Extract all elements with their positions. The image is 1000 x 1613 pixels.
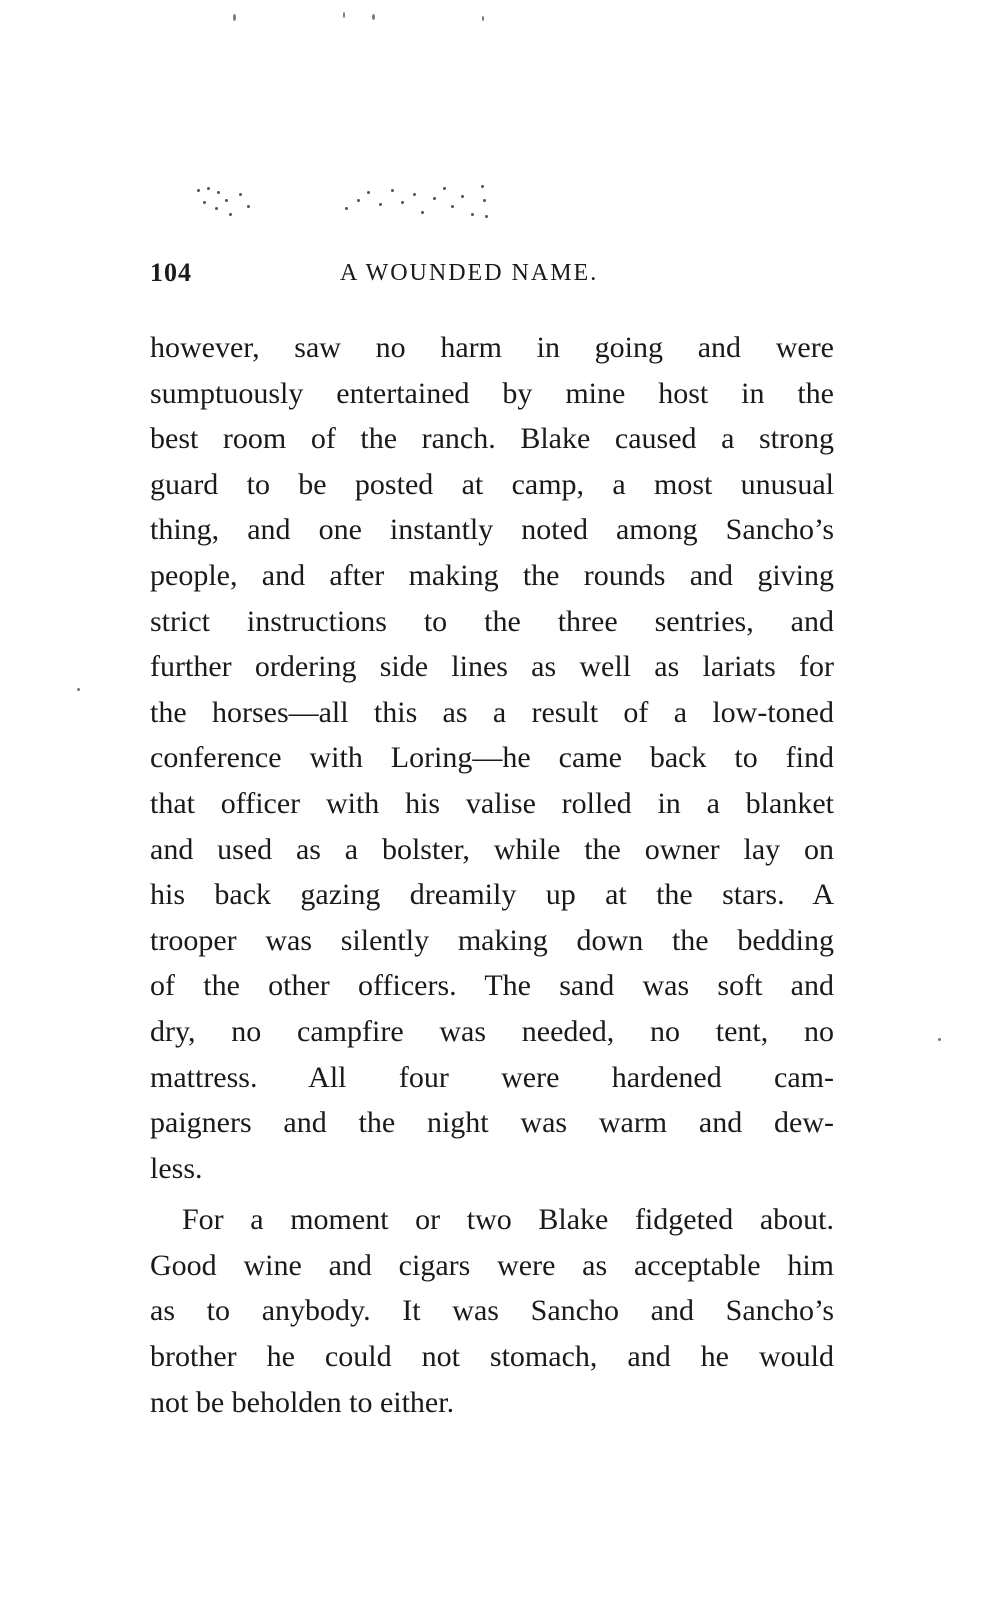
text-line: and used as a bolster, while the owner lay on — [150, 832, 834, 866]
speck — [233, 14, 236, 21]
speck — [938, 1038, 941, 1041]
text-line: as to anybody. It was Sancho and Sancho’s — [150, 1294, 834, 1328]
text-line: brother he could not stomach, and he would — [150, 1340, 834, 1374]
text-line: guard to be posted at camp, a most unusual — [150, 467, 834, 501]
text-line: people, and after making the rounds and giving — [150, 558, 834, 592]
running-head — [150, 258, 850, 298]
text-line: Good wine and cigars were as acceptable him — [150, 1248, 834, 1282]
text-line: dry, no campfire was needed, no tent, no — [150, 1014, 834, 1048]
text-line: paigners and the night was warm and dew- — [150, 1106, 834, 1140]
text-line: For a moment or two Blake fidgeted about. — [182, 1203, 834, 1237]
text-line: trooper was silently making down the bedding — [150, 923, 834, 957]
text-line: mattress. All four were hardened cam- — [150, 1060, 834, 1094]
text-line: conference with Loring—he came back to find — [150, 741, 834, 775]
text-line: thing, and one instantly noted among Sancho’s — [150, 513, 834, 547]
text-line: sumptuously entertained by mine host in the — [150, 376, 834, 410]
text-line: that officer with his valise rolled in a blanket — [150, 786, 834, 820]
text-line: the horses—all this as a result of a low-toned — [150, 695, 834, 729]
running-title: A WOUNDED NAME. — [340, 260, 599, 286]
paragraph — [150, 325, 834, 1191]
text-line: his back gazing dreamily up at the stars. A — [150, 878, 834, 912]
text-line: less. — [150, 1151, 203, 1185]
text-line: strict instructions to the three sentries, and — [150, 604, 834, 638]
text-line: further ordering side lines as well as lariats for — [150, 650, 834, 684]
page-number: 104 — [150, 258, 192, 287]
text-line: best room of the ranch. Blake caused a strong — [150, 422, 834, 456]
body-text — [150, 325, 834, 1425]
text-line: of the other officers. The sand was soft and — [150, 969, 834, 1003]
text-line: however, saw no harm in going and were — [150, 331, 834, 364]
speck — [482, 16, 484, 21]
speck — [372, 14, 375, 20]
text-line: not be beholden to either. — [150, 1385, 455, 1419]
perforation-stamp — [195, 185, 505, 225]
speck — [77, 688, 80, 691]
paragraph — [150, 1197, 834, 1425]
speck — [343, 12, 345, 18]
